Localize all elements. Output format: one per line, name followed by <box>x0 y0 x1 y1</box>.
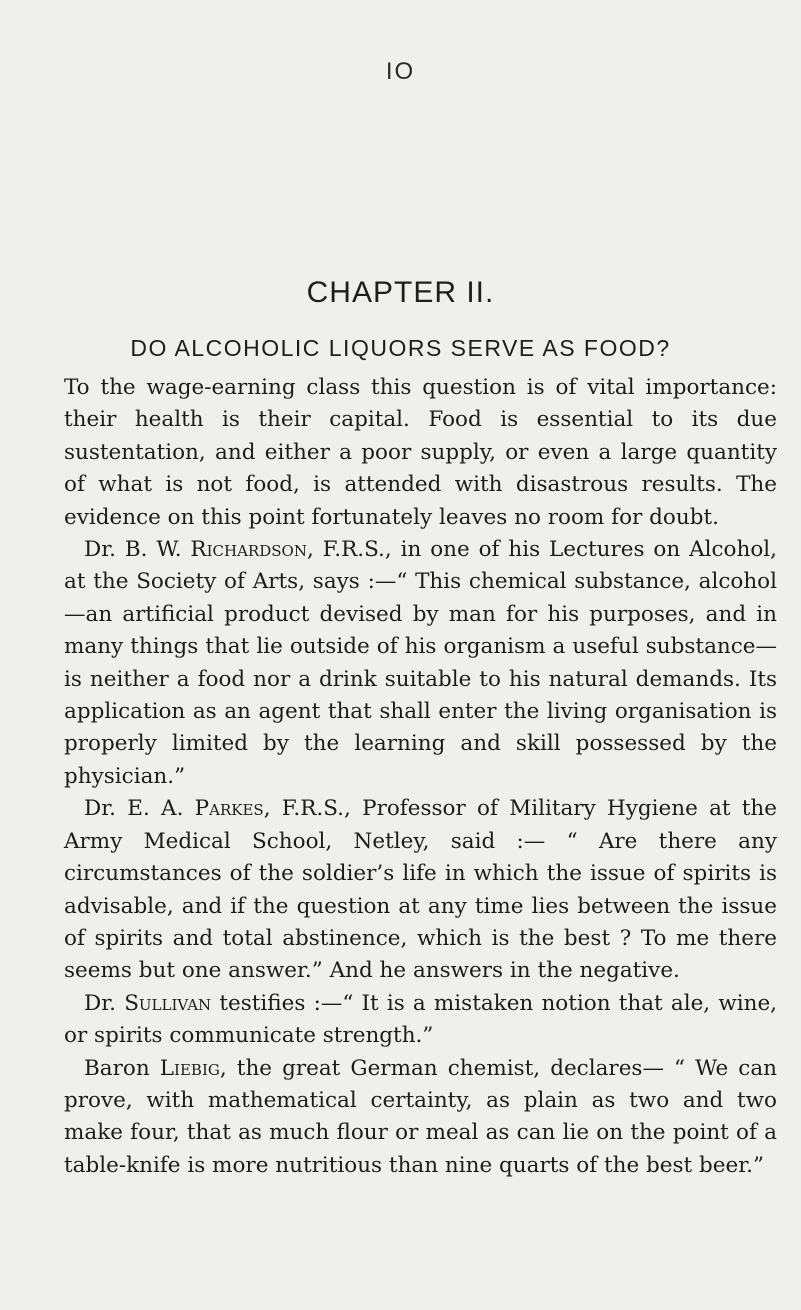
paragraph-text: , F.R.S., in one of his Lectures on Alcohol, at the Society of Arts, says :—“ This chemical substance, alcohol—an artificial product devised by man for his purposes, and in many things that lie outside of his organism a useful substance—is neither a food nor a drink suitable to his natural demands. Its application as an agent that shall enter the living organisation is properly limited by the learning and skill possessed by the physician.” <box>64 537 777 789</box>
chapter-heading: CHAPTER II. <box>306 276 495 309</box>
page-number: IO <box>385 58 416 85</box>
paragraph-lead: Dr. E. A. <box>84 796 195 822</box>
chapter-title: DO ALCOHOLIC LIQUORS SERVE AS FOOD? <box>130 335 671 361</box>
paragraph-parkes <box>64 793 777 987</box>
chapter-body <box>64 372 777 1182</box>
paragraph-lead: Baron <box>84 1055 160 1081</box>
paragraph-sullivan <box>64 988 777 1053</box>
paragraph-richardson <box>64 534 777 793</box>
paragraph-text: To the wage-earning class this question is of vital importance: their health is their capital. Food is essential to its due sustentation, and either a poor supply, or even a large quantity of what is not food, is attended with disastrous results. The evidence on this point fortunately leaves no room for doubt. <box>64 375 777 530</box>
paragraph-intro <box>64 372 777 534</box>
paragraph-text: testifies :—“ It is a mistaken notion that ale, wine, or spirits communicate strength.” <box>64 990 778 1049</box>
paragraph-lead: Dr. <box>84 990 125 1016</box>
paragraph-text: , the great German chemist, declares— “ We can prove, with mathematical certainty, as plain as two and two make four, that as much flour or meal as can lie on the point of a table-knife is more nutritious than nine quarts of the best beer.” <box>64 1055 777 1178</box>
person-name: Parkes <box>194 796 264 822</box>
paragraph-text: , F.R.S., Professor of Military Hygiene at the Army Medical School, Netley, said :— “ Are there any circumstances of the soldier’s life in which the issue of spirits is advisable, and if the question at any time lies between the issue of spirits and total abstinence, which is the best ? To me there seems but one answer.” And he answers in the negative. <box>64 796 778 984</box>
paragraph-liebig <box>64 1053 777 1183</box>
paragraph-lead: Dr. B. W. <box>84 537 191 563</box>
person-name: Richardson <box>190 537 307 563</box>
person-name: Sullivan <box>124 990 212 1016</box>
person-name: Liebig <box>159 1055 220 1081</box>
